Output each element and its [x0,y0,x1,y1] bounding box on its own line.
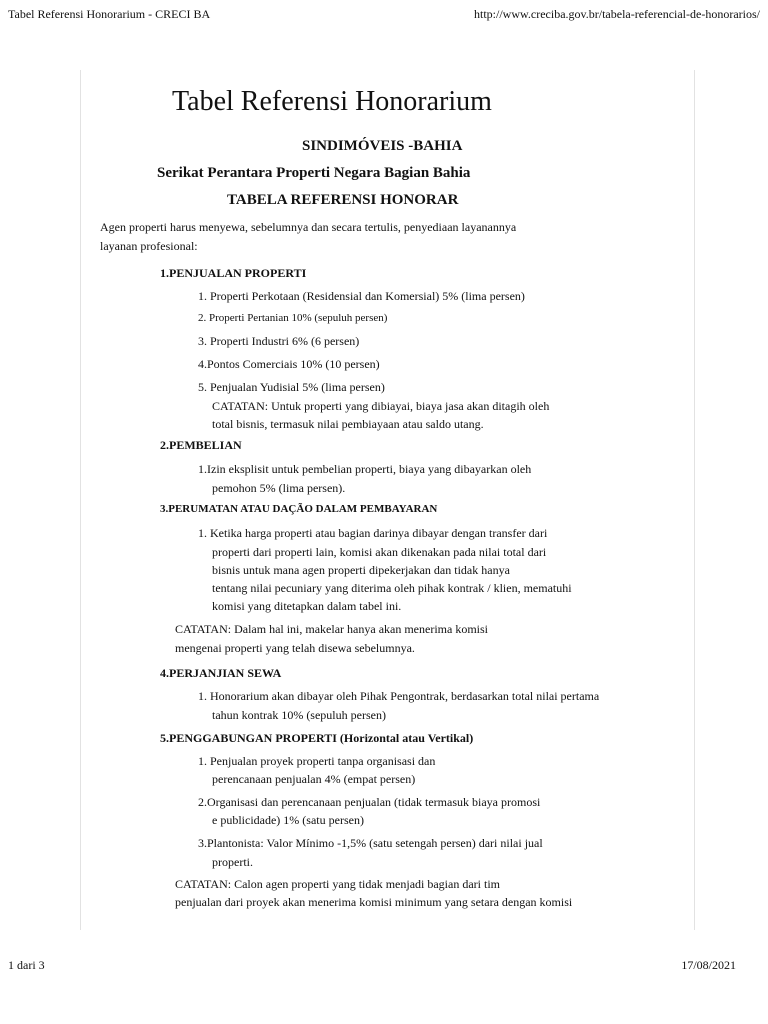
s5-item-3: 3.Plantonista: Valor Mínimo -1,5% (satu setengah persen) dari nilai jual [198,836,543,850]
s1-note-2: total bisnis, termasuk nilai pembiayaan atau saldo utang. [212,417,484,431]
s4-item-1: 1. Honorarium akan dibayar oleh Pihak Pengontrak, berdasarkan total nilai pertama [198,689,600,703]
page-counter: 1 dari 3 [8,958,45,972]
s4-item-1-cont: tahun kontrak 10% (sepuluh persen) [212,708,386,722]
s1-note-1: CATATAN: Untuk properti yang dibiayai, biaya jasa akan ditagih oleh [212,399,550,413]
s3-item-1-line-3: bisnis untuk mana agen properti dipekerjakan dan tidak hanya [212,563,510,577]
s3-item-1-line-2: properti dari properti lain, komisi akan dikenakan pada nilai total dari [212,545,547,559]
page-url[interactable]: http://www.creciba.gov.br/tabela-referencial-de-honorarios/ [474,7,760,21]
browser-page-title: Tabel Referensi Honorarium - CRECI BA [8,7,211,21]
s3-item-1: 1. Ketika harga properti atau bagian darinya dibayar dengan transfer dari [198,526,548,540]
s3-item-1-line-5: komisi yang ditetapkan dalam tabel ini. [212,599,402,613]
s3-note-2: mengenai properti yang telah disewa sebelumnya. [175,641,415,655]
s1-item-4: 4.Pontos Comerciais 10% (10 persen) [198,357,380,371]
s2-item-1: 1.Izin eksplisit untuk pembelian properti, biaya yang dibayarkan oleh [198,462,532,476]
s2-item-1-cont: pemohon 5% (lima persen). [212,481,346,495]
section-2-heading: 2.PEMBELIAN [160,438,242,452]
s1-item-2: 2. Properti Pertanian 10% (sepuluh persen) [198,312,388,324]
table-heading: TABELA REFERENSI HONORAR [227,192,459,208]
union-heading: Serikat Perantara Properti Negara Bagian Bahia [157,165,471,181]
s5-item-2-cont: e publicidade) 1% (satu persen) [212,813,364,827]
intro-line-1: Agen properti harus menyewa, sebelumnya dan secara tertulis, penyediaan layanannya [100,220,517,234]
s1-item-5: 5. Penjualan Yudisial 5% (lima persen) [198,380,385,394]
s1-item-3: 3. Properti Industri 6% (6 persen) [198,334,360,348]
section-4-heading: 4.PERJANJIAN SEWA [160,666,282,680]
org-heading: SINDIMÓVEIS -BAHIA [302,138,463,154]
section-5-heading: 5.PENGGABUNGAN PROPERTI (Horizontal atau Vertikal) [160,731,474,745]
section-3-heading: 3.PERUMATAN ATAU DAÇÃO DALAM PEMBAYARAN [160,503,438,515]
s5-item-1-cont: perencanaan penjualan 4% (empat persen) [212,772,416,786]
s5-item-2: 2.Organisasi dan perencanaan penjualan (tidak termasuk biaya promosi [198,795,541,809]
s3-note-1: CATATAN: Dalam hal ini, makelar hanya akan menerima komisi [175,622,488,636]
print-date: 17/08/2021 [681,958,736,972]
s5-note-1: CATATAN: Calon agen properti yang tidak menjadi bagian dari tim [175,877,501,891]
s5-note-2: penjualan dari proyek akan menerima komisi minimum yang setara dengan komisi [175,895,573,909]
s1-item-1: 1. Properti Perkotaan (Residensial dan Komersial) 5% (lima persen) [198,289,525,303]
page-title: Tabel Referensi Honorarium [172,86,492,117]
s5-item-3-cont: properti. [212,855,253,869]
s5-item-1: 1. Penjualan proyek properti tanpa organisasi dan [198,754,436,768]
section-1-heading: 1.PENJUALAN PROPERTI [160,266,307,280]
intro-line-2: layanan profesional: [100,239,198,253]
s3-item-1-line-4: tentang nilai pecuniary yang diterima oleh pihak kontrak / klien, mematuhi [212,581,572,595]
